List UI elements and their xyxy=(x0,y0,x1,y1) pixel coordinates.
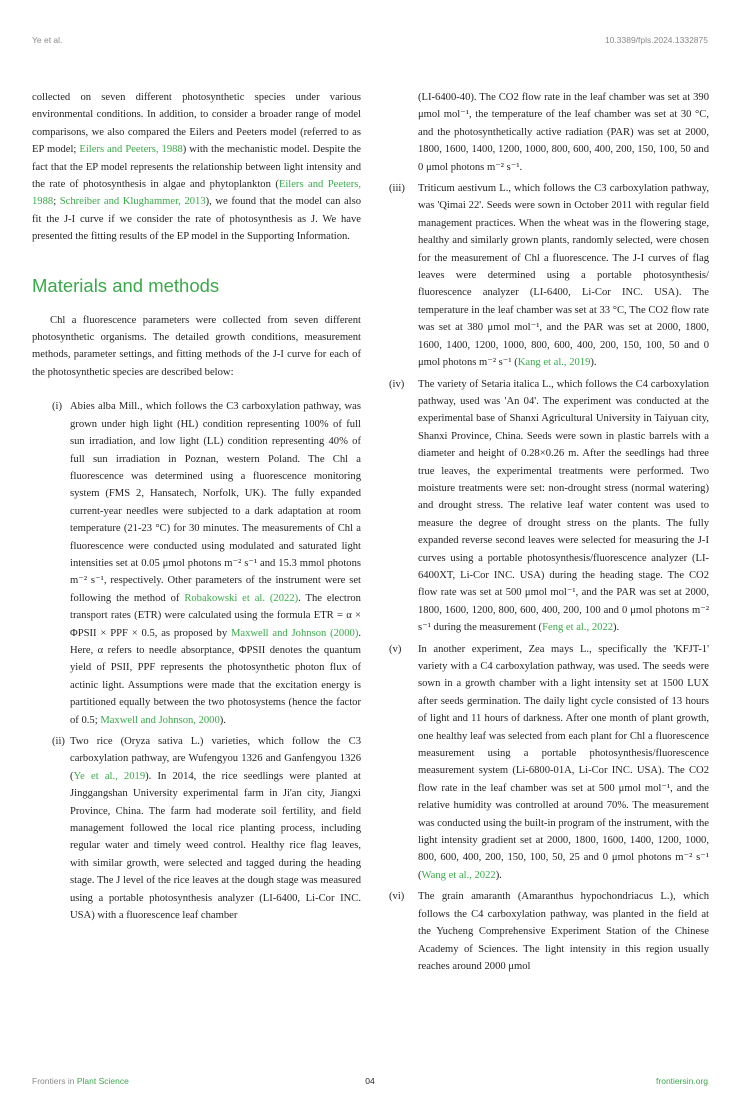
list-item: (i) Abies alba Mill., which follows the C3 carboxylation pathway, was grown under high light (HL) condition representing 100% of full sun irradiation, and low light (LL) condition representing 40% of full sun irradiation in Poznan, western Poland. The Chl a fluorescence was determined using a fluorescence monitoring system (FMS 2, Hansatech, Norfolk, UK). The fully expanded current-year needles were subjected to a dark adaptation at room temperature (21-23 °C) for 30 minutes. The measurements of Chl a fluorescence were conducted using modulated and saturated light intensities set at 0.05 μmol photons m⁻² s⁻¹ and 15.3 mmol photons m⁻² s⁻¹, respectively. Other parameters of the instrument were set following the method of Robakowski et al. (2022). The electron transport rates (ETR) were calculated using the formula ETR = α × ΦPSII × PPF × 0.5, as proposed by Maxwell and Johnson (2000). Here, α refers to needle absorptance, ΦPSII denotes the quantum yield of PSII, PPF represents the photosynthetic photon flux of actinic light. Assumptions were made that the excitation energy is partitioned equally between the two photosystems (hence the factor of 0.5; Maxwell and Johnson, 2000). xyxy=(32,398,361,729)
citation-link[interactable]: Robakowski et al. (2022) xyxy=(184,592,299,604)
item-number: (vi) xyxy=(389,891,405,903)
citation-link[interactable]: Feng et al., 2022 xyxy=(542,622,614,634)
page-header xyxy=(32,35,708,47)
left-column xyxy=(32,89,361,924)
citation-link[interactable]: Wang et al., 2022 xyxy=(421,869,496,881)
journal-name: Frontiers in Plant Science xyxy=(32,1076,129,1086)
methods-list xyxy=(32,398,361,924)
methods-list-continued xyxy=(389,180,709,975)
page-footer xyxy=(32,1076,708,1090)
right-column xyxy=(389,89,709,975)
citation-link[interactable]: Maxwell and Johnson (2000) xyxy=(230,627,359,639)
citation-link[interactable]: Eilers and Peeters, 1988 xyxy=(32,179,362,208)
list-item: (ii) Two rice (Oryza sativa L.) varieties, which follow the C3 carboxylation pathway, are Wufengyou 1326 and Ganfengyou 1326 (Ye et al., 2019). In 2014, the rice seedlings were planted at Jinggangshan University experimental farm in Ji'an city, Jiangxi Province, China. The farm had moderate soil fertility, and field management followed the local rice planting process, including regular water and timely weed control. Healthy rice flag leaves, with similar growth, were selected and tagged during the heading stage. The J level of the rice leaves at the dough stage was measured using a portable photosynthesis analyzer (LI-6400, Li-Cor INC. USA) with a fluorescence leaf chamber xyxy=(32,733,361,924)
section-title: Materials and methods xyxy=(32,274,220,296)
list-item: (vi) The grain amaranth (Amaranthus hypochondriacus L.), which follows the C4 carboxylation pathway, was planted in the field at the Yucheng Comprehensive Experiment Station of the Chinese Academy of Sciences. The light intensity in this region usually reaches around 2000 μmol xyxy=(389,888,709,975)
item-number: (ii) xyxy=(52,736,65,747)
list-item: (iv) The variety of Setaria italica L., which follows the C4 carboxylation pathway, used was 'An 04'. The experiment was conducted at the experimental base of Shanxi Agricultural University in Taiyuan city, Shanxi Province, China. Seeds were sown in plastic barrels with a diameter and height of 0.28×0.26 m. After the seedlings had three true leaves, the experimental treatments were performed. Two moisture treatments were set: non-drought stress (normal watering) and drought stress. The relative leaf water content was used to measure the degree of drought stress on the plants. The fully expanded reverse second leaves were selected for measuring the J-I curves using a portable photosynthesis/fluorescence analyzer (LI-6400XT, Li-Cor INC. USA) during the heading stage. The CO2 flow rate was set at 500 μmol mol⁻¹, and the PAR was set at 2000, 1800, 1600, 1200, 800, 600, 400, 200, 100 and 0 μmol photons m⁻² s⁻¹ during the measurement (Feng et al., 2022). xyxy=(389,376,709,637)
running-author: Ye et al. xyxy=(32,35,63,45)
citation-link[interactable]: Eilers and Peeters, 1988 xyxy=(79,144,183,156)
list-item: (v) In another experiment, Zea mays L., specifically the 'KFJT-1' variety with a C4 carboxylation pathway, was used. The seeds were sown in a growth chamber with a light intensity set at 1500 LUX after seeds germination. The daily light cycle consisted of 13 hours of light and 11 hours of darkness. After one month of plant growth, one healthy leaf was selected from each plant for Chl a fluorescence measurement using a portable photosynthesis/fluorescence measurement system (Li-6800-01A, Li-Cor INC. USA). The CO2 flow rate in the leaf chamber was set at 500 μmol mol⁻¹, and the relative humidity was controlled at around 70%. The measurement was conducted using the built-in program of the instrument, with the light intensity gradient set at 2000, 1800, 1600, 1400, 1200, 1000, 800, 600, 400, 200, 150, 100, 50, 25 and 0 μmol photons m⁻² s⁻¹ (Wang et al., 2022). xyxy=(389,641,709,885)
citation-link[interactable]: Ye et al., 2019 xyxy=(73,770,146,782)
citation-link[interactable]: Kang et al., 2019 xyxy=(517,357,591,369)
item-number: (iv) xyxy=(389,378,405,390)
list-item: (iii) Triticum aestivum L., which follows the C3 carboxylation pathway, was 'Qimai 22'. Seeds were sown in October 2011 with regular field management practices. When the wheat was in the flowering stage, healthy and similarly grown plants, randomly selected, were chosen for the measurement of Chl a fluorescence. The J-I curves of flag leaves were determined using a portable photosynthesis/ fluorescence analyzer (LI-6400, Li-Cor INC. USA). The temperature in the leaf chamber was set at 33 °C, The CO2 flow rate was set at 380 μmol mol⁻¹, and the PAR was set at 2000, 1800, 1600, 1400, 1200, 1000, 800, 600, 400, 200, 150, 100, 50 and 0 μmol photons m⁻² s⁻¹ (Kang et al., 2019). xyxy=(389,180,709,371)
page-number: 04 xyxy=(365,1076,375,1086)
item-number: (v) xyxy=(389,643,402,655)
item-number: (iii) xyxy=(389,183,405,195)
citation-link[interactable]: Schreiber and Klughammer, 2013 xyxy=(59,196,206,208)
methods-intro: Chl a fluorescence parameters were collected from seven different photosynthetic organisms. The detailed growth conditions, measurement methods, parameter settings, and fitting methods of the J-I curve for each of the photosynthetic species are described below: xyxy=(32,314,361,378)
site-link[interactable]: frontiersin.org xyxy=(656,1076,708,1086)
continuation-paragraph: (LI-6400-40). The CO2 flow rate in the leaf chamber was set at 390 μmol mol⁻¹, the temperature of the leaf chamber was set at 30 °C, and the photosynthetically active radiation (PAR) was set at 2000, 1800, 1600, 1400, 1200, 1000, 800, 600, 400, 200, 150, 100, 50 and 0 μmol photons m⁻² s⁻¹. xyxy=(418,92,709,173)
intro-paragraph: collected on seven different photosynthetic species under various environmental conditions. In addition, to consider a broader range of model comparisons, we also compared the Eilers and Peeters model (referred to as EP model; Eilers and Peeters, 1988) with the mechanistic model. Despite the fact that the EP model represents the relationship between light intensity and the rate of photosynthesis in algae and phytoplankton (Eilers and Peeters, 1988; Schreiber and Klughammer, 2013), we found that the model can also fit the J-I curve if we consider the rate of photosynthesis as J. We have presented the fitting results of the EP model in the Supporting Information. xyxy=(32,92,362,243)
citation-link[interactable]: Maxwell and Johnson, 2000 xyxy=(100,714,220,726)
item-number: (i) xyxy=(52,401,62,413)
doi-text: 10.3389/fpls.2024.1332875 xyxy=(604,35,708,45)
